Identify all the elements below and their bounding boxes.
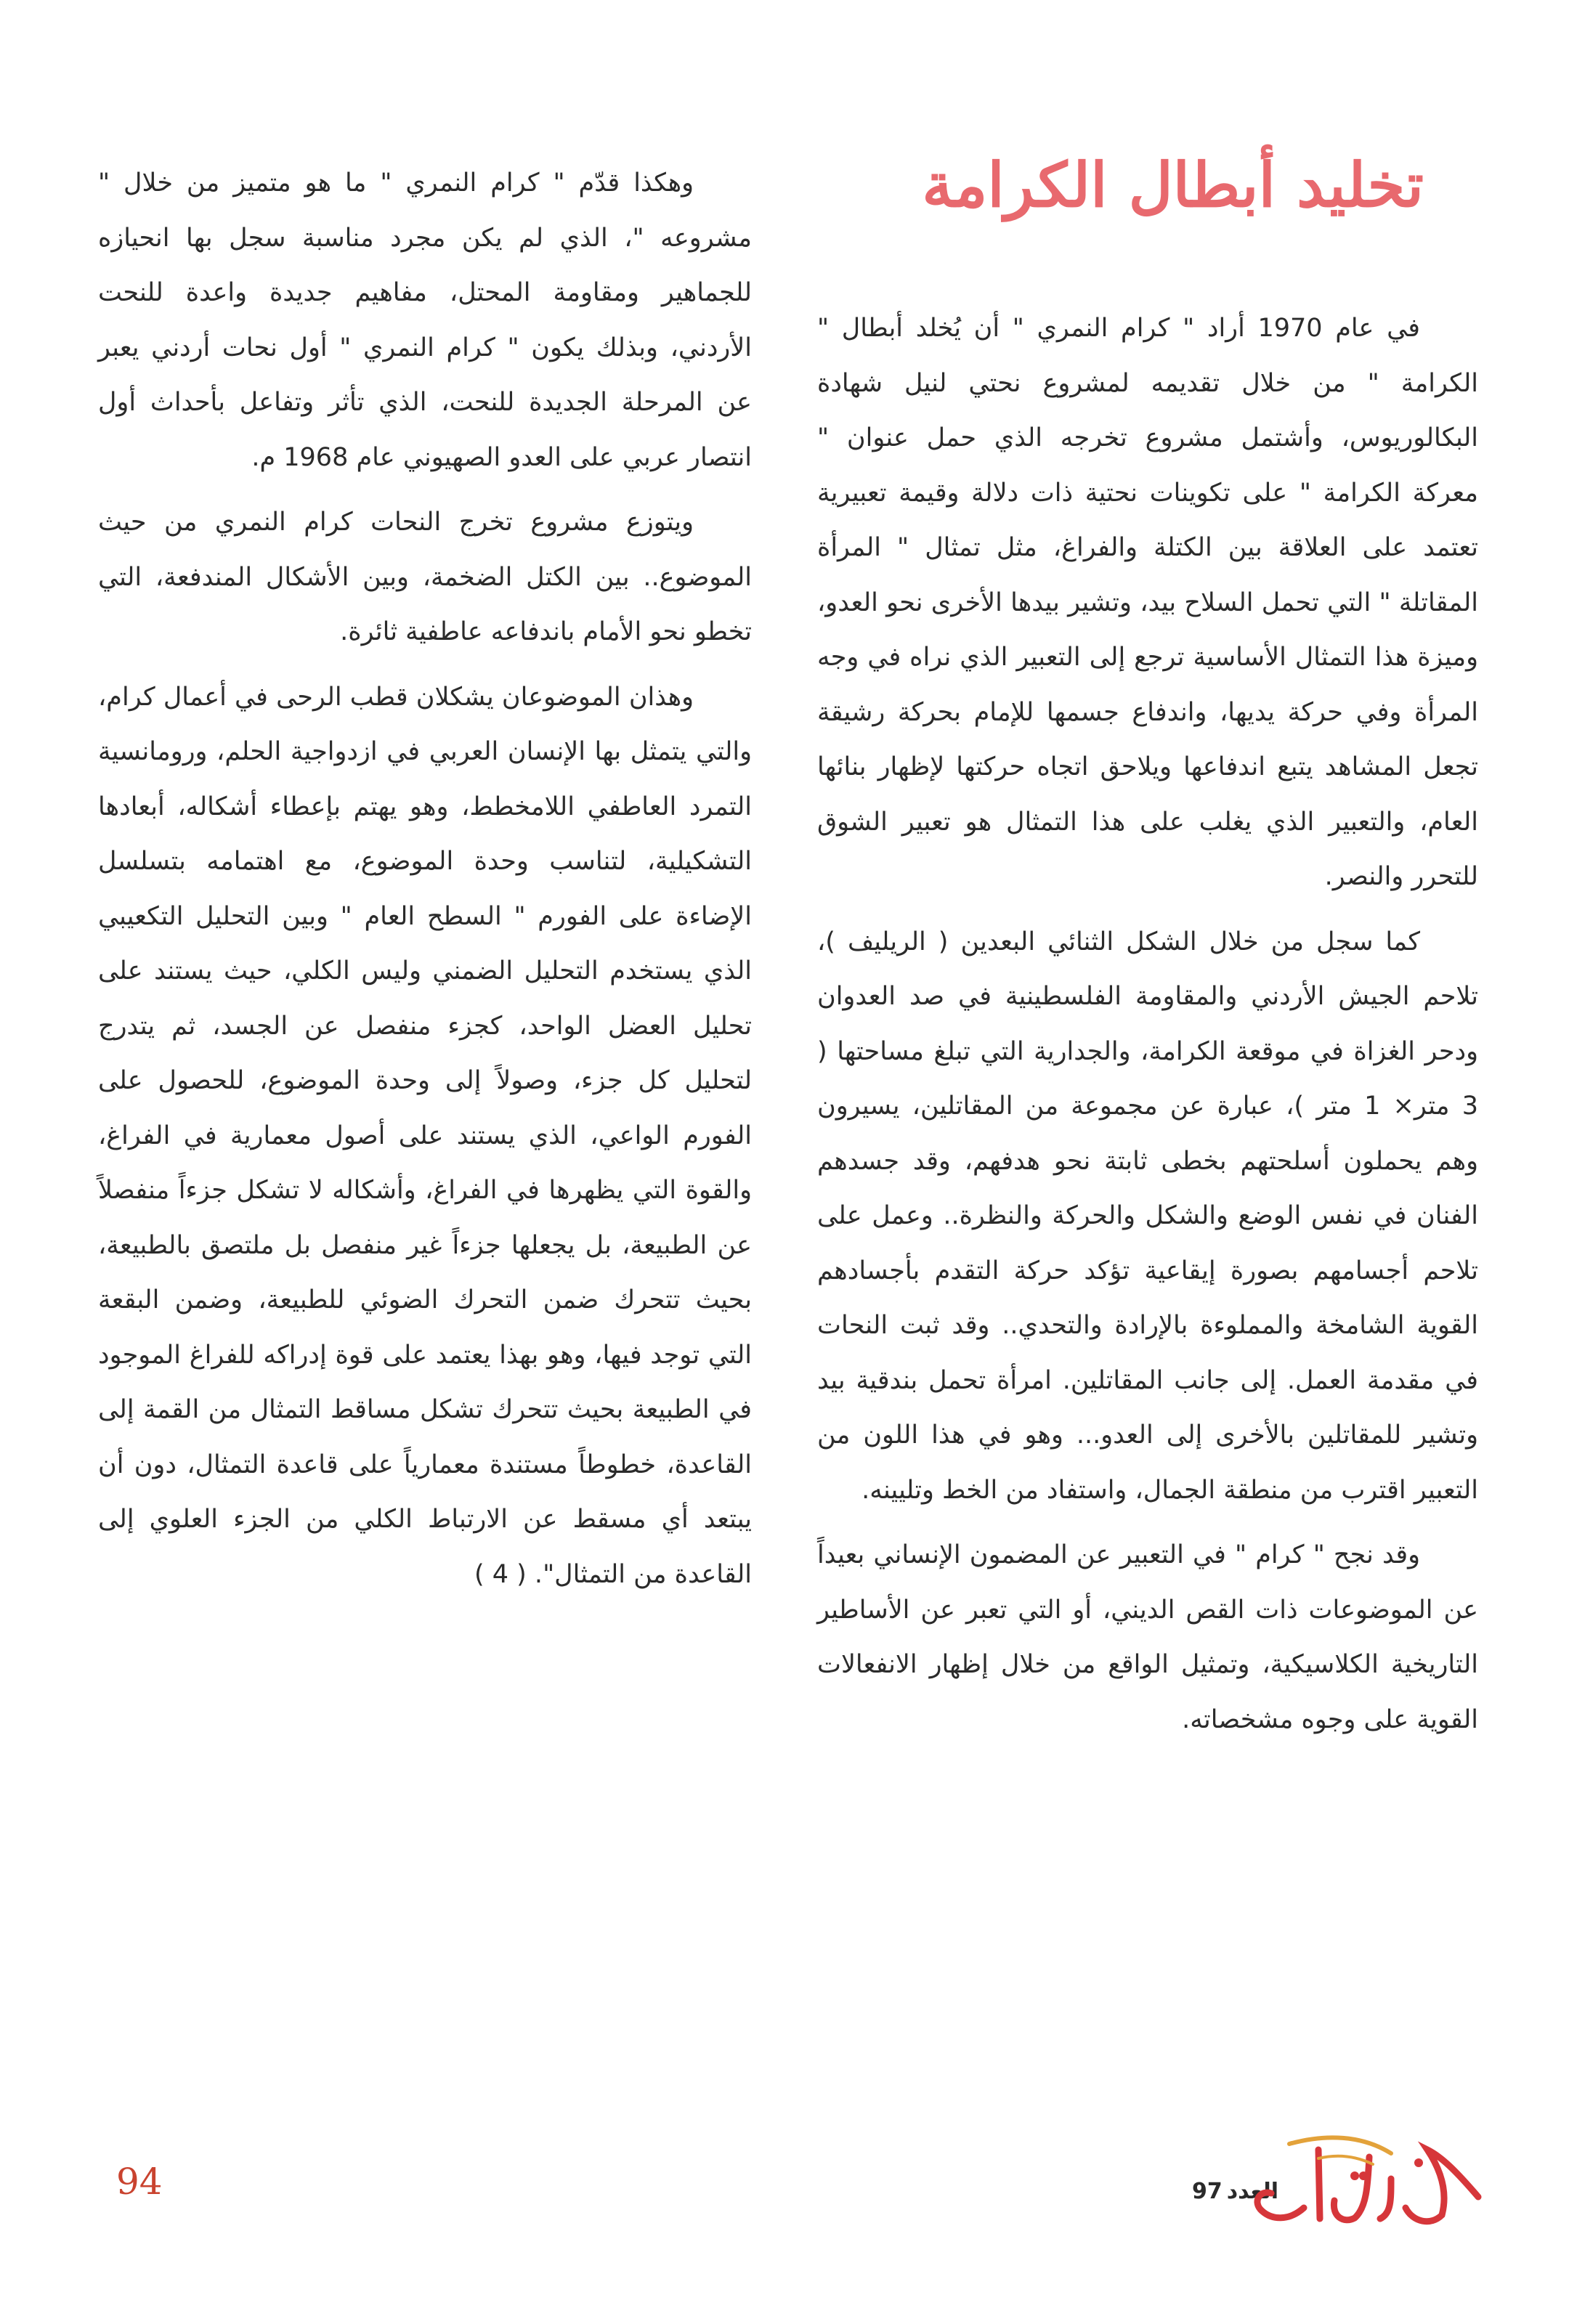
paragraph: في عام 1970 أراد " كرام النمري " أن يُخلد أبطال " الكرامة " من خلال تقديمه لمشروع نحتي لنيل شهادة البكالوريوس، وأشتمل مشروع تخرجه الذي حمل عنوان " معركة الكرامة " على تكوينات نحتية ذات دلالة وقيمة تعبيرية تعتمد على العلاقة بين الكتلة والفراغ، مثل تمثال " المرأة المقاتلة " التي تحمل السلاح بيد، وتشير بيدها الأخرى نحو العدو، وميزة هذا التمثال الأساسية ترجع إلى التعبير الذي نراه في وجه المرأة وفي حركة يديها، واندفاع جسمها للإمام بحركة رشيقة تجعل المشاهد يتبع اندفاعها ويلاحق اتجاه حركتها لإظهار بنائها العام، والتعبير الذي يغلب على هذا التمثال هو تعبير الشوق للتحرر والنصر. — [817, 314, 1478, 891]
paragraph: وهذان الموضوعان يشكلان قطب الرحى في أعمال كرام، والتي يتمثل بها الإنسان العربي في ازدواجية الحلم، ورومانسية التمرد العاطفي اللامخطط، وهو يهتم بإعطاء أشكاله، أبعادها التشكيلية، لتناسب وحدة الموضوع، مع اهتمامه بتسلسل الإضاءة على الفورم " السطح العام " وبين التحليل التكعيبي الذي يستخدم التحليل الضمني وليس الكلي، حيث يستند على تحليل العضل الواحد، كجزء منفصل عن الجسد، ثم يتدرج لتحليل كل جزء، وصولاً إلى وحدة الموضوع، للحصول على الفورم الواعي، الذي يستند على أصول معمارية في الفراغ، والقوة التي يظهرها في الفراغ، وأشكاله لا تشكل جزءاً منفصلاً عن الطبيعة، بل يجعلها جزءاً غير منفصل بل ملتصق بالطبيعة، بحيث تتحرك ضمن التحرك الضوئي للطبيعة، وضمن البقعة التي توجد فيها، وهو بهذا يعتمد على قوة إدراكه للفراغ الموجود في الطبيعة بحيث تتحرك تشكل مساقط التمثال من القمة إلى القاعدة، خطوطاً مستندة معمارياً على قاعدة التمثال، دون أن يبتعد أي مسقط عن الارتباط الكلي من الجزء العلوي إلى القاعدة من التمثال". ( 4 ) — [98, 682, 752, 1589]
article-title: تخليد أبطال الكرامة — [922, 149, 1424, 221]
paragraph: كما سجل من خلال الشكل الثنائي البعدين ( الريليف )، تلاحم الجيش الأردني والمقاومة الفلسطينية في صد العدوان ودحر الغزاة في موقعة الكرامة، والجدارية التي تبلغ مساحتها ( 3 متر× 1 متر )، عبارة عن مجموعة من المقاتلين، يسيرون وهم يحملون أسلحتهم بخطى ثابتة نحو هدفهم، وقد جسدهم الفنان في نفس الوضع والشكل والحركة والنظرة.. وعمل على تلاحم أجسامهم بصورة إيقاعية تؤكد حركة التقدم بأجسادهم القوية الشامخة والمملوءة بالإرادة والتحدي.. وقد ثبت النحات في مقدمة العمل. إلى جانب المقاتلين. امرأة تحمل بندقية بيد وتشير للمقاتلين بالأخرى إلى العدو... وهو في هذا اللون من التعبير اقترب من منطقة الجمال، واستفاد من الخط وتليينه. — [817, 927, 1478, 1505]
right-column — [817, 301, 1478, 1758]
issue-value: 97 — [1192, 2179, 1223, 2204]
paragraph: وهكذا قدّم " كرام النمري " ما هو متميز من خلال " مشروعه "، الذي لم يكن مجرد مناسبة سجل بها انحيازه للجماهير ومقاومة المحتل، مفاهيم جديدة واعدة للنحت الأردني، وبذلك يكون " كرام النمري " أول نحات أردني يعبر عن المرحلة الجديدة للنحت، الذي تأثر وتفاعل بأحداث أول انتصار عربي على العدو الصهيوني عام 1968 م. — [98, 168, 752, 472]
page-number: 94 — [116, 2161, 163, 2203]
paragraph: ويتوزع مشروع تخرج النحات كرام النمري من حيث الموضوع.. بين الكتل الضخمة، وبين الأشكال المندفعة، التي تخطو نحو الأمام باندفاعه عاطفية ثائرة. — [98, 508, 752, 646]
masthead-logo — [1050, 2128, 1485, 2237]
paragraph: وقد نجح " كرام " في التعبير عن المضمون الإنساني بعيداً عن الموضوعات ذات القص الديني، أو التي تعبر عن الأساطير التاريخية الكلاسيكية، وتمثيل الواقع من خلال إظهار الانفعالات القوية على وجوه مشخصاته. — [817, 1540, 1478, 1734]
issue-label: العدد — [1226, 2179, 1278, 2204]
masthead-calligraphy-icon — [1257, 2137, 1478, 2221]
left-column — [98, 156, 752, 1612]
